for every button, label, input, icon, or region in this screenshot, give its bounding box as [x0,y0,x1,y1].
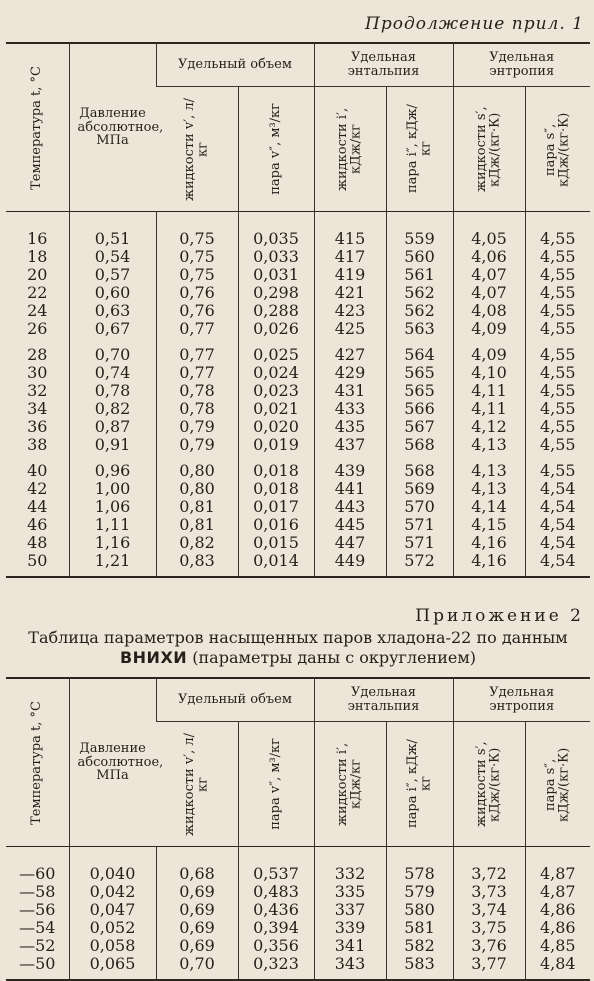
table-cell: 564 [386,338,453,364]
table-cell: 44 [27,497,48,516]
table-cell: 4,54 [525,516,590,534]
table-row [6,480,590,498]
table-cell: 583 [386,955,453,980]
table-cell: 24 [27,301,48,320]
table-cell: 0,058 [69,937,156,955]
table-cell: 42 [27,479,48,498]
table-row [6,248,590,266]
table-cell: 570 [386,498,453,516]
table-cell: 565 [386,364,453,382]
table-cell: 0,031 [238,266,314,284]
col-i-liq-header-2: жидкости i′, кДж/кг [335,742,364,826]
table-cell: 567 [386,418,453,436]
table-cell: 32 [27,381,48,400]
table-cell: 0,54 [69,248,156,266]
table-cell: 0,020 [238,418,314,436]
table-cell: 4,11 [453,400,525,418]
table-cell: 26 [27,319,48,338]
table-cell: 0,79 [156,436,238,454]
table-cell: 4,10 [453,364,525,382]
table-cell: 0,80 [156,480,238,498]
table-cell: 34 [27,399,48,418]
table-row [6,552,590,577]
table-cell: 0,60 [69,284,156,302]
table-cell: 0,436 [238,901,314,919]
col-v-vap-header-2: пара v″, м³/кг [268,738,284,830]
table-cell: 332 [314,847,386,884]
table-cell: 4,55 [525,266,590,284]
table-cell: 3,77 [453,955,525,980]
table-cell: 4,55 [525,436,590,454]
table-cell: 36 [27,417,48,436]
table-cell: 0,69 [156,919,238,937]
table-cell: 439 [314,454,386,480]
table-row [6,436,590,454]
table-cell: 563 [386,320,453,338]
table-row [6,266,590,284]
table-cell: 0,026 [238,320,314,338]
col-i-liq-header: жидкости i′, кДж/кг [335,107,364,191]
table-cell: 425 [314,320,386,338]
table-cell: 579 [386,883,453,901]
table-cell: 339 [314,919,386,937]
table-cell: 16 [27,229,48,248]
table-cell: 0,323 [238,955,314,980]
table-cell: 4,55 [525,364,590,382]
table-cell: 571 [386,516,453,534]
table-cell: 429 [314,364,386,382]
table-cell: 0,67 [69,320,156,338]
table-cell: 0,75 [156,266,238,284]
table-row [6,364,590,382]
table-cell: 0,81 [156,516,238,534]
col-i-vap-header-2: пара i″, кДж/кг [404,739,434,829]
table-cell: 4,55 [525,248,590,266]
table-cell: 580 [386,901,453,919]
table-cell: 565 [386,382,453,400]
table-cell: 1,16 [69,534,156,552]
table-cell: 582 [386,937,453,955]
continuation-header: Продолжение прил. 1 [365,14,584,34]
table-cell: 4,87 [525,883,590,901]
table-cell: 0,76 [156,302,238,320]
table-cell: 1,11 [69,516,156,534]
col-temp-header: Температура t, °C [29,65,45,190]
table-cell: 4,12 [453,418,525,436]
table-cell: 578 [386,847,453,884]
table-cell: 4,05 [453,212,525,249]
table-row [6,516,590,534]
table-cell: 562 [386,302,453,320]
table-cell: 0,356 [238,937,314,955]
table-cell: 0,81 [156,498,238,516]
table-cell: 0,019 [238,436,314,454]
col-s-vap-header-2: пара s″, кДж/(кг·К) [543,746,572,822]
col-entropy-header: Удельная энтропия [453,43,590,87]
table-cell: 433 [314,400,386,418]
table-cell: 417 [314,248,386,266]
table-cell: 0,024 [238,364,314,382]
table-cell: 3,76 [453,937,525,955]
table-row [6,302,590,320]
col-s-liq-header-2: жидкости s′, кДж/(кг·К) [474,741,503,827]
table-row [6,382,590,400]
table-2 [6,677,590,981]
table-cell: 4,54 [525,498,590,516]
table-cell: 427 [314,338,386,364]
table-cell: 4,54 [525,480,590,498]
table-cell: 0,76 [156,284,238,302]
table-cell: 562 [386,284,453,302]
table-cell: 0,78 [156,382,238,400]
table-cell: —60 [19,864,56,883]
table-cell: 335 [314,883,386,901]
table-cell: 0,96 [69,454,156,480]
col-enthalpy-header: Удельная энтальпия [314,43,453,87]
table-cell: 4,15 [453,516,525,534]
table-cell: 4,55 [525,320,590,338]
table-cell: 4,11 [453,382,525,400]
table-cell: 0,75 [156,212,238,249]
table-cell: 0,79 [156,418,238,436]
table-cell: 3,74 [453,901,525,919]
table-cell: 4,54 [525,552,590,577]
table-cell: 0,70 [69,338,156,364]
table-row [6,454,590,480]
table-cell: 0,83 [156,552,238,577]
table-cell: 0,78 [156,400,238,418]
table-cell: 4,55 [525,454,590,480]
table-cell: 443 [314,498,386,516]
table-cell: 0,483 [238,883,314,901]
table-row [6,212,590,249]
col-pressure-header: Давление абсолютное, МПа [77,106,164,149]
table-cell: 0,77 [156,364,238,382]
table-cell: 0,033 [238,248,314,266]
table-cell: 4,86 [525,901,590,919]
table-cell: 0,023 [238,382,314,400]
table-row [6,534,590,552]
table-cell: 423 [314,302,386,320]
table-cell: 4,55 [525,212,590,249]
table-cell: 421 [314,284,386,302]
table-cell: 4,55 [525,338,590,364]
table-row [6,901,590,919]
table-cell: 0,016 [238,516,314,534]
table-cell: 0,63 [69,302,156,320]
table-cell: 4,54 [525,534,590,552]
table-cell: 4,13 [453,480,525,498]
table-cell: 0,298 [238,284,314,302]
table-2-title: Таблица параметров насыщенных паров хладона-22 по данным ВНИХИ (параметры даны с округлением) [28,628,568,667]
table-cell: 4,14 [453,498,525,516]
col-v-liq-header: жидкости v′, л/кг [182,97,211,201]
table-cell: 4,07 [453,266,525,284]
table-cell: 431 [314,382,386,400]
table-cell: 0,77 [156,320,238,338]
table-cell: 0,80 [156,454,238,480]
table-cell: —56 [19,900,56,919]
table-cell: 0,69 [156,937,238,955]
table-cell: 4,84 [525,955,590,980]
table-cell: 566 [386,400,453,418]
table-row [6,338,590,364]
table-cell: 4,55 [525,284,590,302]
table-cell: 0,69 [156,901,238,919]
table-cell: 4,16 [453,534,525,552]
col-v-vap-header: пара v″, м³/кг [268,103,284,195]
table-cell: 0,015 [238,534,314,552]
table-cell: 435 [314,418,386,436]
table-row [6,955,590,980]
table-cell: 0,065 [69,955,156,980]
table-cell: 4,85 [525,937,590,955]
table-cell: 437 [314,436,386,454]
col-enthalpy-header-2: Удельная энтальпия [314,678,453,722]
col-pressure-header-2: Давление абсолютное, МПа [77,741,164,784]
table-1 [6,42,590,578]
table-cell: 445 [314,516,386,534]
table-row [6,883,590,901]
table-cell: 4,55 [525,418,590,436]
table-cell: 0,288 [238,302,314,320]
table-cell: 0,68 [156,847,238,884]
table-cell: 4,16 [453,552,525,577]
table-cell: 4,07 [453,284,525,302]
table-cell: 0,047 [69,901,156,919]
table-cell: 4,87 [525,847,590,884]
table-cell: 20 [27,265,48,284]
table-cell: 0,87 [69,418,156,436]
col-entropy-header-2: Удельная энтропия [453,678,590,722]
table-row [6,284,590,302]
table-cell: 4,55 [525,400,590,418]
table-cell: 4,13 [453,454,525,480]
table-cell: 22 [27,283,48,302]
table-cell: 0,70 [156,955,238,980]
col-v-liq-header-2: жидкости v′, л/кг [182,732,211,836]
table-cell: 50 [6,552,69,577]
table-cell: 48 [27,533,48,552]
table-cell: 415 [314,212,386,249]
table-cell: 3,72 [453,847,525,884]
table-row [6,937,590,955]
table-cell: 0,74 [69,364,156,382]
table-cell: 0,91 [69,436,156,454]
table-cell: 0,018 [238,454,314,480]
table-cell: 568 [386,436,453,454]
table-cell: 30 [27,363,48,382]
table-cell: 0,57 [69,266,156,284]
table-cell: 1,00 [69,480,156,498]
col-i-vap-header: пара i″, кДж/кг [404,104,434,194]
table-cell: 341 [314,937,386,955]
table-cell: 4,86 [525,919,590,937]
table-cell: 3,73 [453,883,525,901]
table-cell: 0,014 [238,552,314,577]
table-row [6,847,590,884]
table-cell: 0,017 [238,498,314,516]
table-cell: 447 [314,534,386,552]
table-cell: 0,040 [69,847,156,884]
table-cell: 0,042 [69,883,156,901]
table-cell: 40 [27,461,48,480]
table-cell: 0,77 [156,338,238,364]
table-cell: 0,018 [238,480,314,498]
table-cell: 0,394 [238,919,314,937]
table-cell: 1,21 [69,552,156,577]
table-cell: 1,06 [69,498,156,516]
table-cell: 38 [27,435,48,454]
table-cell: 419 [314,266,386,284]
table-cell: 4,09 [453,338,525,364]
table-cell: 0,035 [238,212,314,249]
table-cell: 4,13 [453,436,525,454]
table-cell: 4,08 [453,302,525,320]
table-cell: —58 [19,882,56,901]
col-s-liq-header: жидкости s′, кДж/(кг·К) [474,106,503,192]
table-cell: 569 [386,480,453,498]
table-cell: 3,75 [453,919,525,937]
table-cell: 0,82 [69,400,156,418]
table-cell: 561 [386,266,453,284]
table-row [6,498,590,516]
table-cell: 46 [27,515,48,534]
table-cell: 28 [27,345,48,364]
table-cell: 559 [386,212,453,249]
appendix-2-label: Приложение 2 [415,606,584,626]
table-cell: 4,06 [453,248,525,266]
table-cell: 4,55 [525,382,590,400]
table-row [6,418,590,436]
table-cell: 0,025 [238,338,314,364]
col-volume-header: Удельный объем [156,43,314,87]
table-cell: 0,82 [156,534,238,552]
table-row [6,400,590,418]
table-cell: 572 [386,552,453,577]
table-cell: —50 [6,955,69,980]
table-cell: 0,69 [156,883,238,901]
table-cell: 0,021 [238,400,314,418]
col-temp-header-2: Температура t, °C [29,700,45,825]
table-cell: 0,78 [69,382,156,400]
table-cell: 0,052 [69,919,156,937]
table-cell: 581 [386,919,453,937]
table-cell: 343 [314,955,386,980]
table-cell: 18 [27,247,48,266]
table-cell: 0,51 [69,212,156,249]
col-volume-header-2: Удельный объем [156,678,314,722]
table-cell: 337 [314,901,386,919]
table-cell: 4,09 [453,320,525,338]
table-cell: 571 [386,534,453,552]
table-cell: 0,537 [238,847,314,884]
table-cell: 560 [386,248,453,266]
table-row [6,919,590,937]
table-cell: 449 [314,552,386,577]
col-s-vap-header: пара s″, кДж/(кг·К) [543,111,572,187]
table-cell: 0,75 [156,248,238,266]
table-cell: 441 [314,480,386,498]
table-cell: 4,55 [525,302,590,320]
table-row [6,320,590,338]
table-cell: 568 [386,454,453,480]
table-cell: —54 [19,918,56,937]
table-cell: —52 [19,936,56,955]
